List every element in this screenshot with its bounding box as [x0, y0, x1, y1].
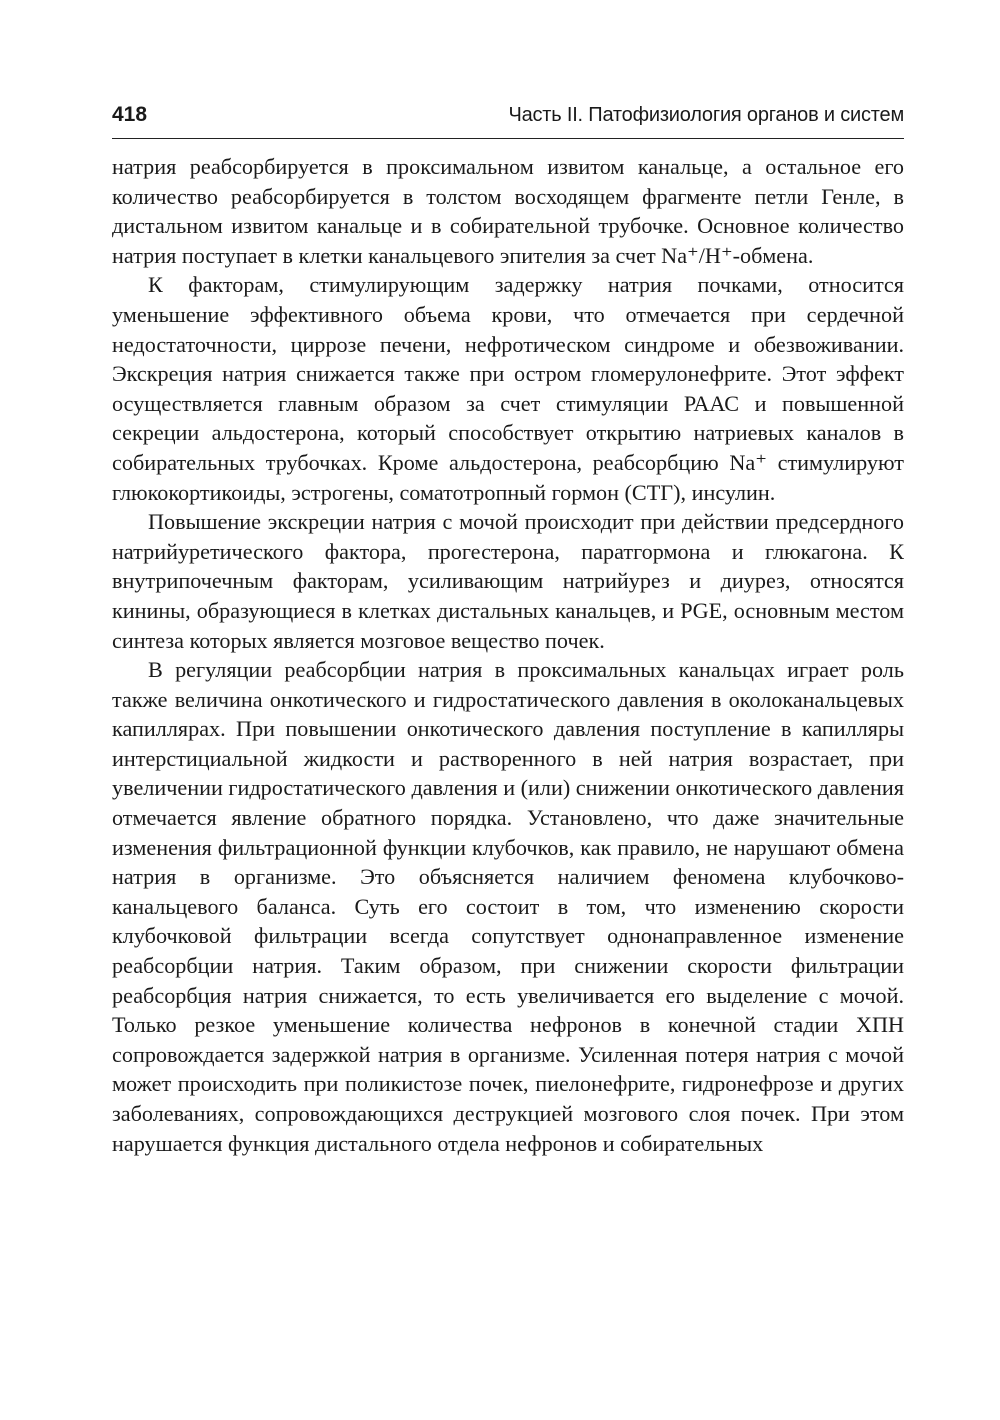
paragraph-continued: натрия реабсорбируется в проксимальном извитом канальце, а остальное его количество реабсорбируется в толстом восходящем фрагменте петли Генле, в дистальном извитом канальце и в собирательной трубочке. Основное количество натрия поступает в клетки канальцевого эпителия за счет Na⁺/H⁺-обмена.	[112, 154, 904, 268]
running-header	[112, 98, 904, 132]
paragraph-proximal-reabsorption-regulation: В регуляции реабсорбции натрия в проксимальных канальцах играет роль также величина онкотического и гидростатического давления в околоканальцевых капиллярах. При повышении онкотического давления поступление в капилляры интерстициальной жидкости и растворенного в ней натрия возрастает, при увеличении гидростатического давления и (или) снижении онкотического давления отмечается явление обратного порядка. Установлено, что даже значительные изменения фильтрационной функции клубочков, как правило, не нарушают обмена натрия в организме. Это объясняется наличием феномена клубочково-канальцевого баланса. Суть его состоит в том, что изменению скорости клубочковой фильтрации всегда сопутствует однонаправленное изменение реабсорбции натрия. Таким образом, при снижении скорости фильтрации реабсорбция натрия снижается, то есть увеличивается его выделение с мочой. Только резкое уменьшение количества нефронов в конечной стадии ХПН сопровождается задержкой натрия в организме. Усиленная потеря натрия с мочой может происходить при поликистозе почек, пиелонефрите, гидронефрозе и других заболеваниях, сопровождающихся деструкцией мозгового слоя почек. При этом нарушается функция дистального отдела нефронов и собирательных	[112, 657, 904, 1156]
paragraph-sodium-excretion-increase: Повышение экскреции натрия с мочой происходит при действии предсердного натрийуретического фактора, прогестерона, паратгормона и глюкагона. К внутрипочечным факторам, усиливающим натрийурез и диурез, относятся кинины, образующиеся в клетках дистальных канальцев, и PGE, основным местом синтеза которых является мозговое вещество почек.	[112, 509, 904, 653]
page-number: 418	[112, 103, 148, 126]
body-text	[112, 152, 904, 1158]
header-rule	[112, 138, 904, 139]
running-title: Часть II. Патофизиология органов и систем	[508, 104, 904, 126]
paragraph-sodium-retention-factors: К факторам, стимулирующим задержку натрия почками, относится уменьшение эффективного объема крови, что отмечается при сердечной недостаточности, циррозе печени, нефротическом синдроме и обезвоживании. Экскреция натрия снижается также при остром гломерулонефрите. Этот эффект осуществляется главным образом за счет стимуляции РААС и повышенной секреции альдостерона, который способствует открытию натриевых каналов в собирательных трубочках. Кроме альдостерона, реабсорбцию Na⁺ стимулируют глюкокортикоиды, эстрогены, соматотропный гормон (СТГ), инсулин.	[112, 272, 904, 505]
